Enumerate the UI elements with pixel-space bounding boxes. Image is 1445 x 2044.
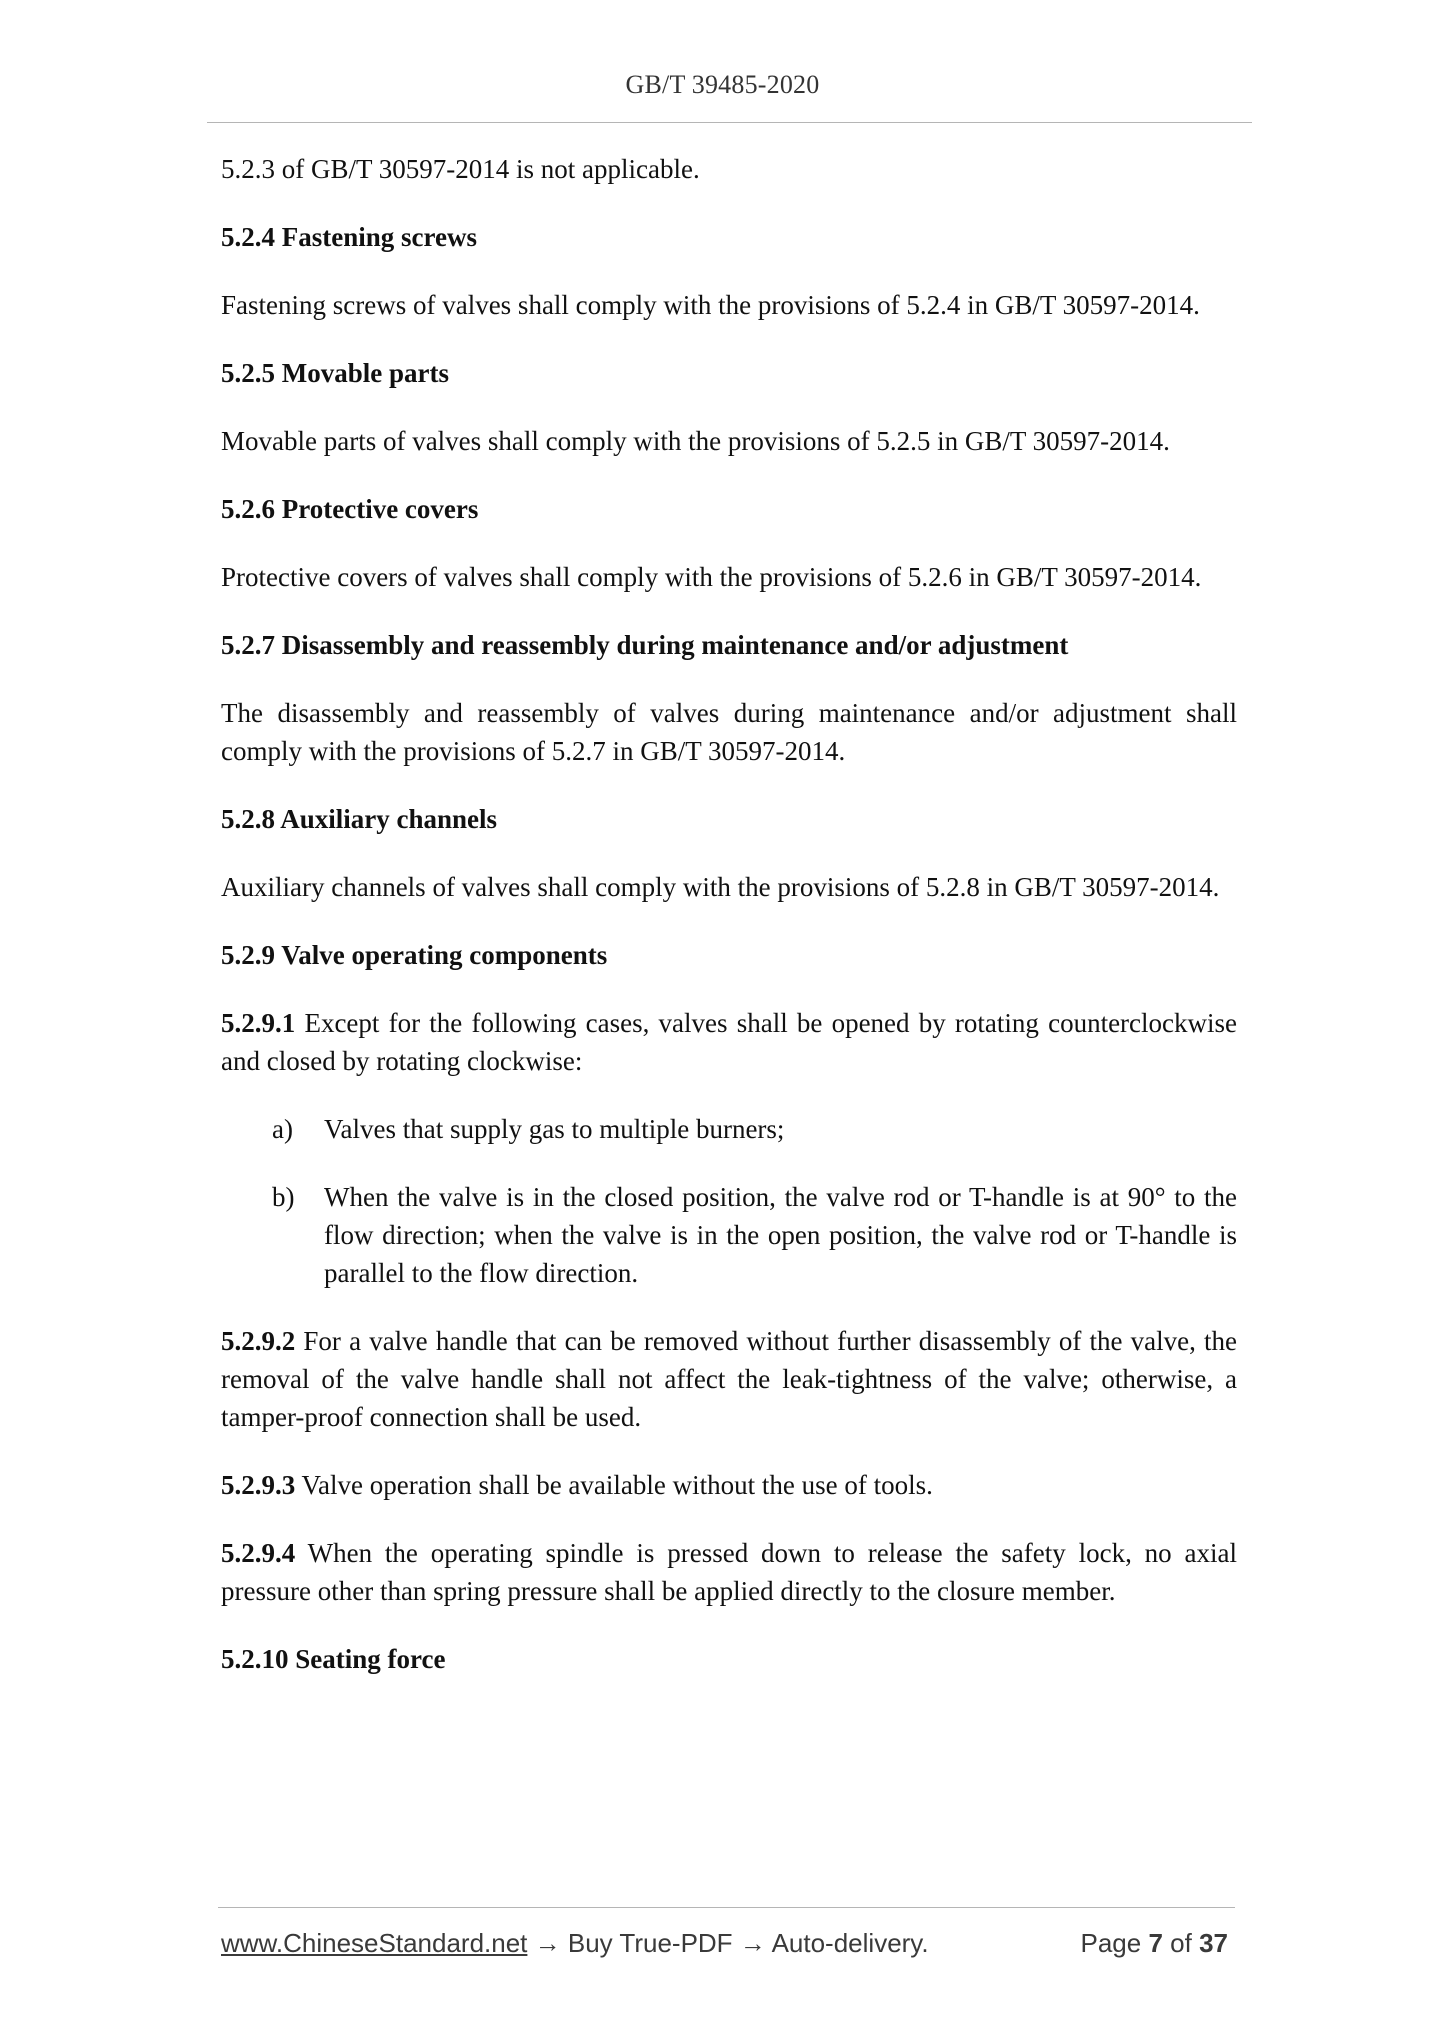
heading-524: 5.2.4 Fastening screws <box>221 222 477 252</box>
clause-number: 5.2.9.4 <box>221 1538 296 1568</box>
heading-5210: 5.2.10 Seating force <box>221 1644 446 1674</box>
heading-527: 5.2.7 Disassembly and reassembly during maintenance and/or adjustment <box>221 630 1069 660</box>
clause-text: Valve operation shall be available without the use of tools. <box>301 1470 933 1500</box>
clause-text: Except for the following cases, valves shall be opened by rotating counterclockwise and closed by rotating clockwise: <box>221 1008 1238 1076</box>
list-item-text: Valves that supply gas to multiple burners; <box>324 1114 785 1144</box>
paragraph-523: 5.2.3 of GB/T 30597-2014 is not applicable. <box>221 154 700 184</box>
list-item-text: When the valve is in the closed position, the valve rod or T-handle is at 90° to the flow direction; when the valve is in the open position, the valve rod or T-handle is parallel to the flow direction. <box>324 1182 1237 1288</box>
clause-text: When the operating spindle is pressed down to release the safety lock, no axial pressure other than spring pressure shall be applied directly to the closure member. <box>221 1538 1237 1606</box>
list-marker: b) <box>272 1182 295 1212</box>
of-label: of <box>1170 1928 1192 1958</box>
footer-divider <box>218 1907 1235 1908</box>
heading-526: 5.2.6 Protective covers <box>221 494 479 524</box>
footer-promo <box>221 1928 929 1959</box>
clause-5291 <box>221 1004 1237 1080</box>
total-pages-number: 37 <box>1199 1928 1228 1958</box>
paragraph-525: Movable parts of valves shall comply with the provisions of 5.2.5 in GB/T 30597-2014. <box>221 426 1170 456</box>
paragraph-528: Auxiliary channels of valves shall comply with the provisions of 5.2.8 in GB/T 30597-2014. <box>221 872 1220 902</box>
footer-promo-text: → Buy True-PDF → Auto-delivery. <box>527 1928 929 1958</box>
clause-5293 <box>221 1466 1237 1504</box>
clause-5292 <box>221 1322 1237 1436</box>
clause-number: 5.2.9.1 <box>221 1008 296 1038</box>
header-divider <box>207 122 1252 123</box>
paragraph-526: Protective covers of valves shall comply with the provisions of 5.2.6 in GB/T 30597-2014. <box>221 562 1202 592</box>
heading-528: 5.2.8 Auxiliary channels <box>221 804 498 834</box>
list-item <box>221 1178 1237 1292</box>
list-item <box>221 1110 1237 1148</box>
clause-text: For a valve handle that can be removed without further disassembly of the valve, the removal of the valve handle shall not affect the leak-tightness of the valve; otherwise, a tamper-proof connection shall be used. <box>221 1326 1238 1432</box>
page-header-title: GB/T 39485-2020 <box>625 70 820 99</box>
page-indicator <box>1080 1928 1228 1959</box>
document-body <box>221 150 1237 1708</box>
paragraph-527: The disassembly and reassembly of valves during maintenance and/or adjustment shall comply with the provisions of 5.2.7 in GB/T 30597-2014. <box>221 698 1237 766</box>
website-link[interactable]: www.ChineseStandard.net <box>221 1928 528 1958</box>
list-marker: a) <box>272 1114 293 1144</box>
paragraph-524: Fastening screws of valves shall comply with the provisions of 5.2.4 in GB/T 30597-2014. <box>221 290 1200 320</box>
clause-5294 <box>221 1534 1237 1610</box>
clause-number: 5.2.9.2 <box>221 1326 296 1356</box>
heading-529: 5.2.9 Valve operating components <box>221 940 608 970</box>
heading-525: 5.2.5 Movable parts <box>221 358 449 388</box>
current-page-number: 7 <box>1148 1928 1163 1958</box>
clause-number: 5.2.9.3 <box>221 1470 296 1500</box>
page-label: Page <box>1080 1928 1142 1958</box>
